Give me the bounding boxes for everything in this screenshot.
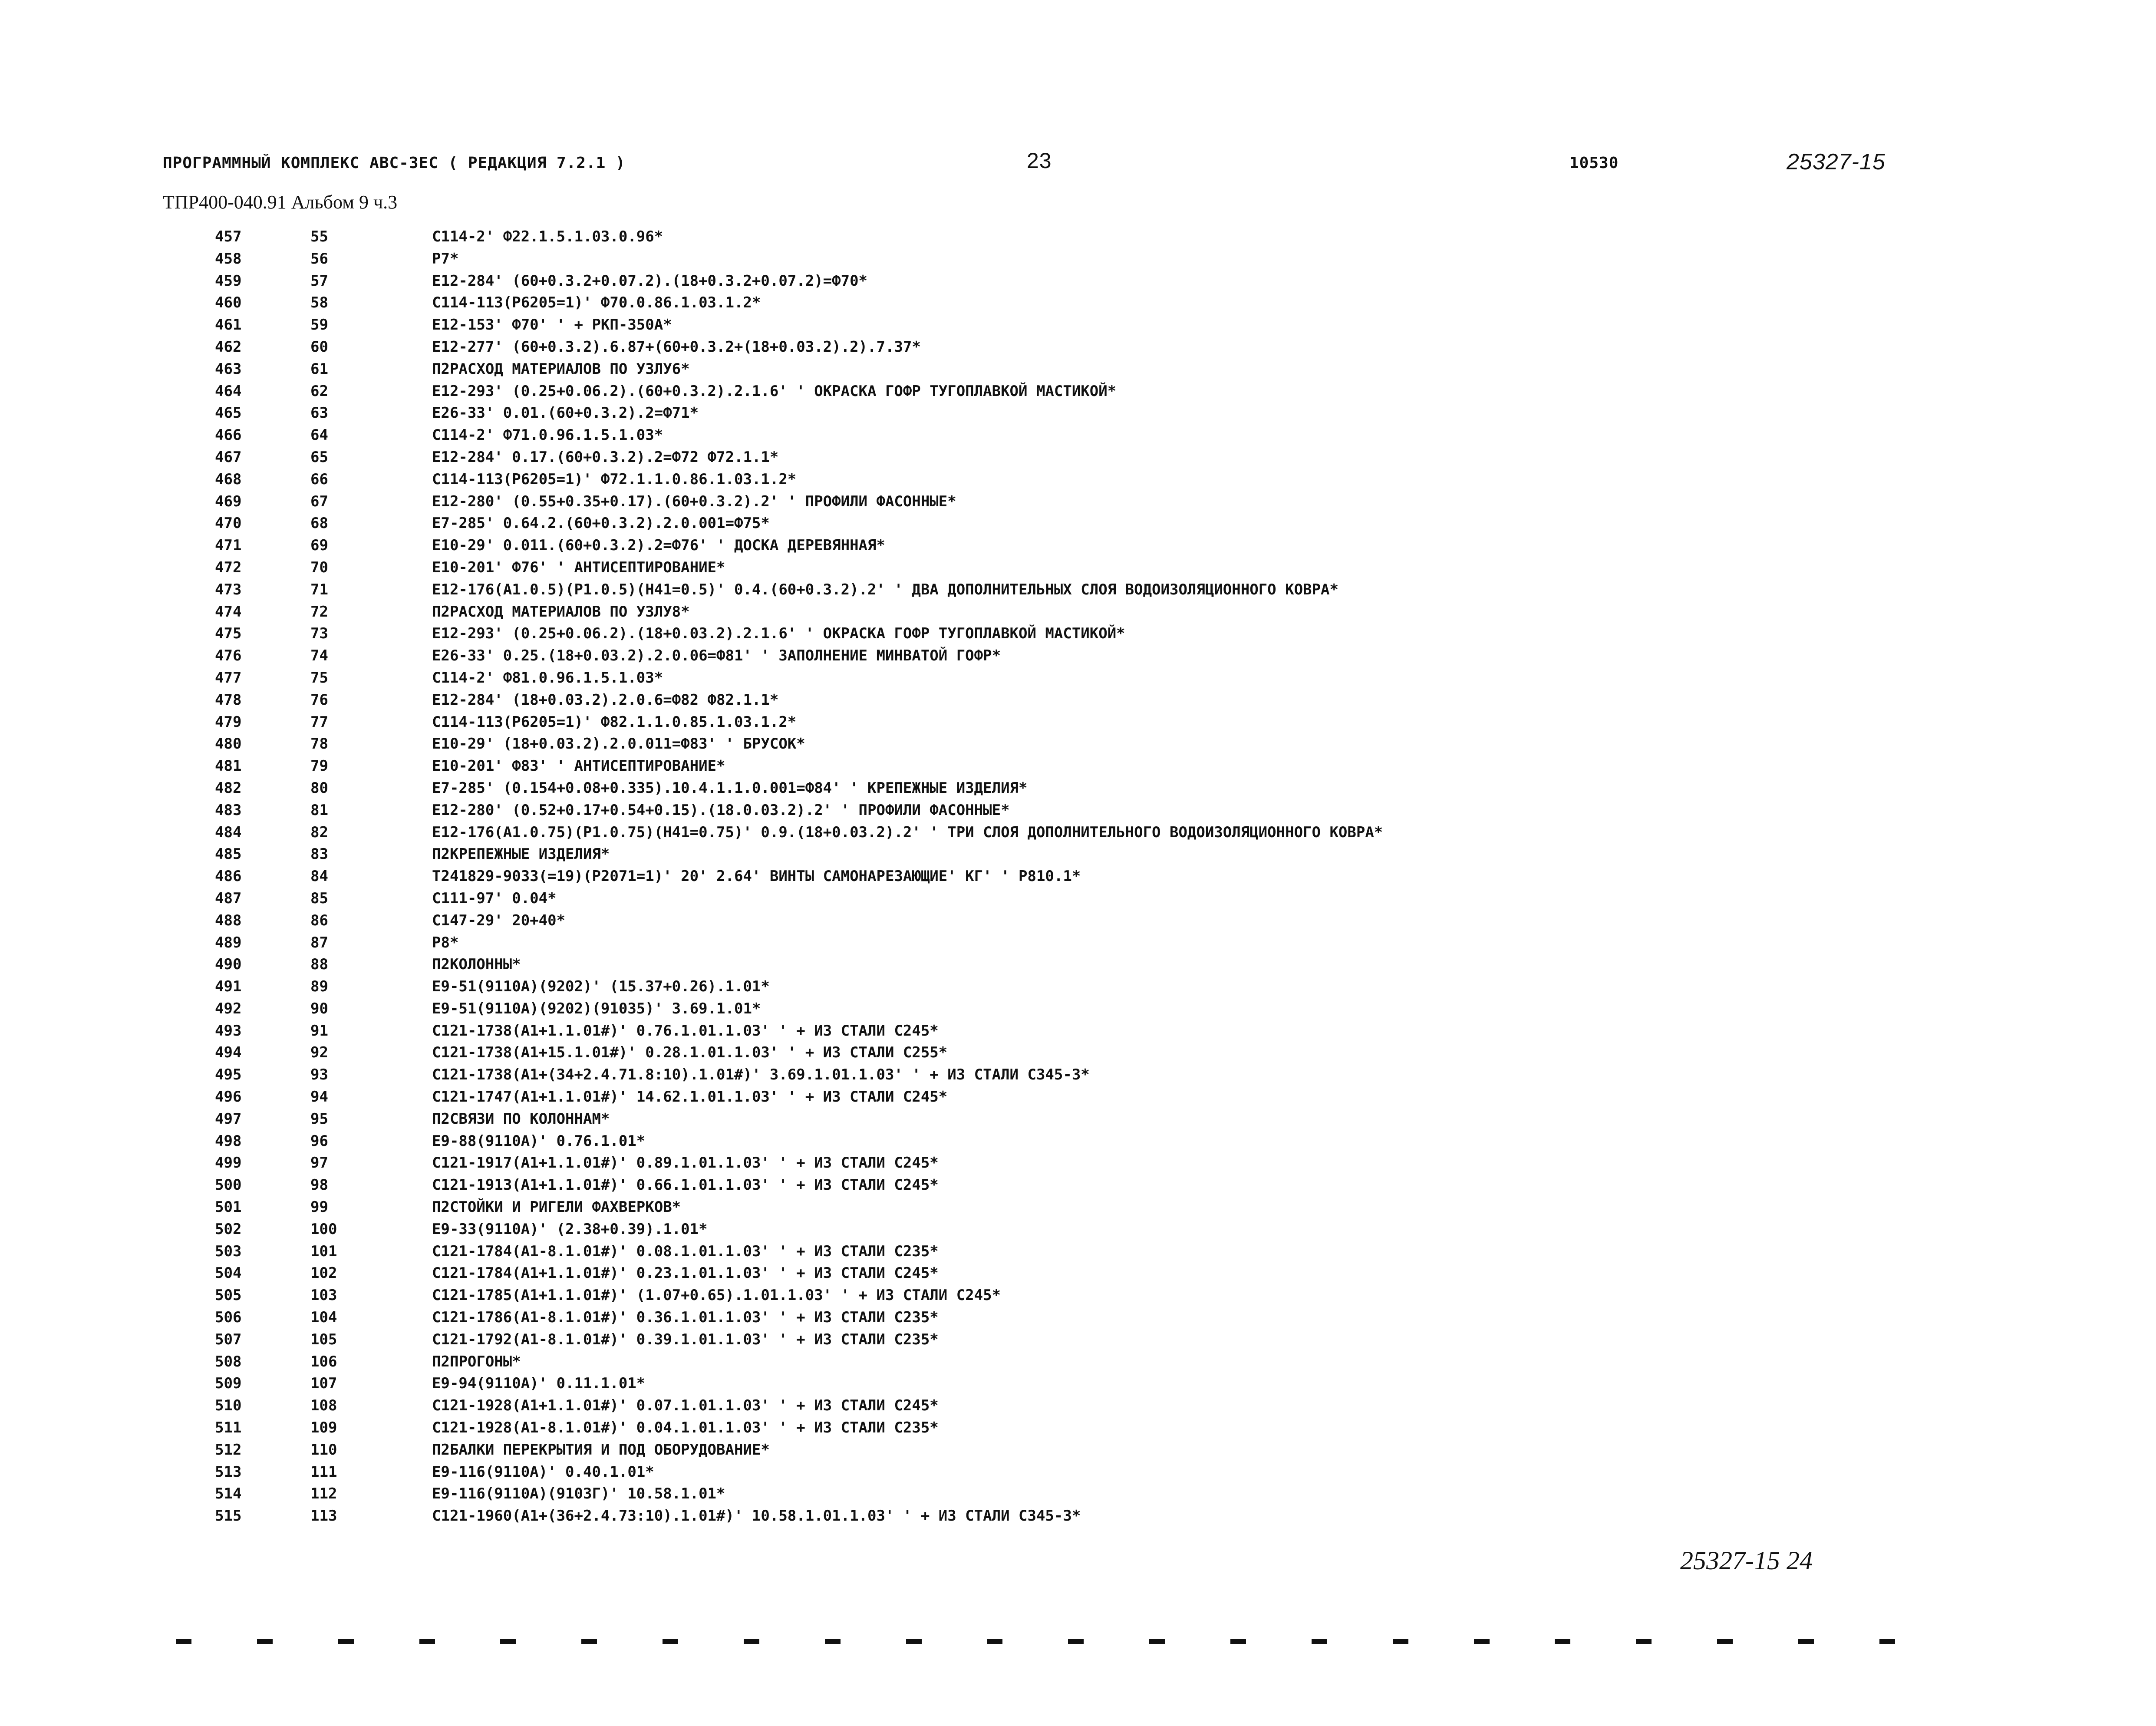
statement-text: С121-1928(А1+1.1.01#)' 0.07.1.01.1.03' ' + ИЗ СТАЛИ С245* bbox=[432, 1397, 939, 1415]
line-number: 477 bbox=[215, 669, 242, 686]
line-number: 507 bbox=[215, 1330, 242, 1348]
statement-number: 84 bbox=[310, 868, 328, 885]
line-number: 478 bbox=[215, 691, 242, 709]
statement-number: 104 bbox=[310, 1309, 337, 1327]
line-number: 490 bbox=[215, 956, 242, 974]
statement-number: 99 bbox=[310, 1198, 328, 1216]
dash-mark bbox=[1230, 1639, 1246, 1644]
line-number: 476 bbox=[215, 647, 242, 665]
statement-text: Е9-51(9110А)(9202)(91035)' 3.69.1.01* bbox=[432, 1000, 761, 1017]
statement-number: 101 bbox=[310, 1242, 337, 1260]
statement-number: 110 bbox=[310, 1441, 337, 1459]
dash-mark bbox=[1312, 1639, 1327, 1644]
statement-number: 76 bbox=[310, 691, 328, 709]
statement-text: С147-29' 20+40* bbox=[432, 911, 566, 929]
statement-text: С114-113(Р6205=1)' Ф82.1.1.0.85.1.03.1.2* bbox=[432, 713, 797, 731]
statement-text: С121-1913(А1+1.1.01#)' 0.66.1.01.1.03' ' + ИЗ СТАЛИ С245* bbox=[432, 1176, 939, 1194]
line-number: 475 bbox=[215, 625, 242, 643]
statement-text: С121-1747(А1+1.1.01#)' 14.62.1.01.1.03' ' + ИЗ СТАЛИ С245* bbox=[432, 1088, 948, 1106]
statement-text: С121-1786(А1-8.1.01#)' 0.36.1.01.1.03' ' + ИЗ СТАЛИ С235* bbox=[432, 1309, 939, 1327]
dash-mark bbox=[581, 1639, 597, 1644]
statement-text: П2ПРОГОНЫ* bbox=[432, 1353, 521, 1370]
line-number: 505 bbox=[215, 1287, 242, 1304]
statement-number: 55 bbox=[310, 228, 328, 245]
statement-number: 68 bbox=[310, 515, 328, 532]
page-header bbox=[163, 149, 1899, 180]
line-number: 484 bbox=[215, 823, 242, 841]
line-number: 488 bbox=[215, 911, 242, 929]
statement-text: С121-1960(А1+(36+2.4.73:10).1.01#)' 10.58.1.01.1.03' ' + ИЗ СТАЛИ С345-3* bbox=[432, 1507, 1081, 1525]
statement-text: Е12-293' (0.25+0.06.2).(18+0.03.2).2.1.6' ' ОКРАСКА ГОФР ТУГОПЛАВКОЙ МАСТИКОЙ* bbox=[432, 625, 1125, 643]
dash-mark bbox=[663, 1639, 678, 1644]
statement-text: Е9-116(9110А)' 0.40.1.01* bbox=[432, 1463, 654, 1481]
line-number: 506 bbox=[215, 1309, 242, 1327]
line-number: 502 bbox=[215, 1220, 242, 1238]
line-number: 462 bbox=[215, 338, 242, 356]
statement-text: Р8* bbox=[432, 934, 459, 951]
statement-text: Р7* bbox=[432, 250, 459, 267]
statement-number: 78 bbox=[310, 735, 328, 753]
statement-number: 105 bbox=[310, 1330, 337, 1348]
statement-number: 90 bbox=[310, 1000, 328, 1017]
line-number: 504 bbox=[215, 1264, 242, 1282]
statement-number: 111 bbox=[310, 1463, 337, 1481]
statement-text: Т241829-9033(=19)(Р2071=1)' 20' 2.64' ВИНТЫ САМОНАРЕЗАЮЩИЕ' КГ' ' Р810.1* bbox=[432, 868, 1081, 885]
line-number: 508 bbox=[215, 1353, 242, 1370]
statement-number: 103 bbox=[310, 1287, 337, 1304]
line-number: 511 bbox=[215, 1419, 242, 1437]
statement-number: 97 bbox=[310, 1154, 328, 1172]
statement-number: 69 bbox=[310, 537, 328, 554]
statement-text: С121-1917(А1+1.1.01#)' 0.89.1.01.1.03' ' + ИЗ СТАЛИ С245* bbox=[432, 1154, 939, 1172]
statement-text: С121-1784(А1+1.1.01#)' 0.23.1.01.1.03' ' + ИЗ СТАЛИ С245* bbox=[432, 1264, 939, 1282]
statement-text: Е26-33' 0.25.(18+0.03.2).2.0.06=Ф81' ' ЗАПОЛНЕНИЕ МИНВАТОЙ ГОФР* bbox=[432, 647, 1001, 665]
document-number: 10530 bbox=[1569, 154, 1619, 172]
album-label: ТПР400-040.91 Альбом 9 ч.3 bbox=[163, 191, 398, 213]
statement-text: Е7-285' (0.154+0.08+0.335).10.4.1.1.0.001=Ф84' ' КРЕПЕЖНЫЕ ИЗДЕЛИЯ* bbox=[432, 779, 1028, 797]
line-number: 492 bbox=[215, 1000, 242, 1017]
dash-mark bbox=[500, 1639, 516, 1644]
statement-number: 85 bbox=[310, 889, 328, 907]
line-number: 494 bbox=[215, 1044, 242, 1062]
statement-number: 79 bbox=[310, 757, 328, 775]
line-number: 510 bbox=[215, 1397, 242, 1415]
line-number: 496 bbox=[215, 1088, 242, 1106]
statement-text: С114-2' Ф71.0.96.1.5.1.03* bbox=[432, 426, 663, 444]
statement-text: Е12-153' Ф70' ' + РКП-350А* bbox=[432, 316, 672, 334]
statement-number: 112 bbox=[310, 1485, 337, 1503]
line-number: 459 bbox=[215, 272, 242, 290]
statement-number: 108 bbox=[310, 1397, 337, 1415]
dash-mark bbox=[1474, 1639, 1490, 1644]
statement-number: 62 bbox=[310, 382, 328, 400]
dash-mark bbox=[1068, 1639, 1084, 1644]
project-code: 25327-15 bbox=[1787, 149, 1886, 175]
line-number: 474 bbox=[215, 603, 242, 620]
line-number: 466 bbox=[215, 426, 242, 444]
statement-text: Е12-176(А1.0.75)(Р1.0.75)(Н41=0.75)' 0.9.(18+0.03.2).2' ' ТРИ СЛОЯ ДОПОЛНИТЕЛЬНОГО ВОДОИЗОЛЯЦИОННОГО КОВРА* bbox=[432, 823, 1383, 841]
line-number: 464 bbox=[215, 382, 242, 400]
dash-mark bbox=[1555, 1639, 1570, 1644]
statement-text: С114-113(Р6205=1)' Ф70.0.86.1.03.1.2* bbox=[432, 294, 761, 312]
footer-code: 25327-15 24 bbox=[1680, 1546, 1813, 1575]
statement-number: 58 bbox=[310, 294, 328, 312]
line-number: 498 bbox=[215, 1132, 242, 1150]
statement-text: С121-1785(А1+1.1.01#)' (1.07+0.65).1.01.1.03' ' + ИЗ СТАЛИ С245* bbox=[432, 1287, 1001, 1304]
line-number: 489 bbox=[215, 934, 242, 951]
statement-number: 59 bbox=[310, 316, 328, 334]
statement-text: Е12-284' (60+0.3.2+0.07.2).(18+0.3.2+0.07.2)=Ф70* bbox=[432, 272, 868, 290]
statement-number: 106 bbox=[310, 1353, 337, 1370]
statement-text: С111-97' 0.04* bbox=[432, 889, 557, 907]
statement-number: 81 bbox=[310, 801, 328, 819]
line-number: 468 bbox=[215, 470, 242, 488]
line-number: 472 bbox=[215, 558, 242, 576]
dash-mark bbox=[744, 1639, 759, 1644]
statement-number: 70 bbox=[310, 558, 328, 576]
dash-mark bbox=[987, 1639, 1002, 1644]
statement-number: 57 bbox=[310, 272, 328, 290]
statement-text: С121-1792(А1-8.1.01#)' 0.39.1.01.1.03' ' + ИЗ СТАЛИ С235* bbox=[432, 1330, 939, 1348]
statement-number: 63 bbox=[310, 404, 328, 422]
statement-text: П2СТОЙКИ И РИГЕЛИ ФАХВЕРКОВ* bbox=[432, 1198, 681, 1216]
statement-number: 73 bbox=[310, 625, 328, 643]
line-number: 457 bbox=[215, 228, 242, 245]
statement-number: 96 bbox=[310, 1132, 328, 1150]
statement-text: П2КРЕПЕЖНЫЕ ИЗДЕЛИЯ* bbox=[432, 845, 610, 863]
statement-number: 72 bbox=[310, 603, 328, 620]
dash-mark bbox=[1717, 1639, 1733, 1644]
line-number: 515 bbox=[215, 1507, 242, 1525]
statement-text: П2СВЯЗИ ПО КОЛОННАМ* bbox=[432, 1110, 610, 1128]
line-number: 486 bbox=[215, 868, 242, 885]
statement-number: 75 bbox=[310, 669, 328, 686]
statement-text: Е10-29' 0.011.(60+0.3.2).2=Ф76' ' ДОСКА ДЕРЕВЯННАЯ* bbox=[432, 537, 885, 554]
statement-number: 94 bbox=[310, 1088, 328, 1106]
dash-mark bbox=[906, 1639, 922, 1644]
line-number: 512 bbox=[215, 1441, 242, 1459]
statement-text: Е9-88(9110А)' 0.76.1.01* bbox=[432, 1132, 646, 1150]
dash-mark bbox=[176, 1639, 191, 1644]
statement-text: П2КОЛОННЫ* bbox=[432, 956, 521, 974]
line-number: 480 bbox=[215, 735, 242, 753]
dash-mark bbox=[338, 1639, 354, 1644]
statement-number: 91 bbox=[310, 1022, 328, 1040]
statement-text: П2РАСХОД МАТЕРИАЛОВ ПО УЗЛУ6* bbox=[432, 360, 690, 378]
statement-text: Е10-201' Ф83' ' АНТИСЕПТИРОВАНИЕ* bbox=[432, 757, 725, 775]
dash-mark bbox=[1636, 1639, 1652, 1644]
line-number: 501 bbox=[215, 1198, 242, 1216]
statement-number: 92 bbox=[310, 1044, 328, 1062]
line-number: 463 bbox=[215, 360, 242, 378]
statement-number: 89 bbox=[310, 978, 328, 996]
statement-number: 95 bbox=[310, 1110, 328, 1128]
line-number: 493 bbox=[215, 1022, 242, 1040]
statement-text: П2БАЛКИ ПЕРЕКРЫТИЯ И ПОД ОБОРУДОВАНИЕ* bbox=[432, 1441, 770, 1459]
statement-text: Е12-284' 0.17.(60+0.3.2).2=Ф72 Ф72.1.1* bbox=[432, 448, 779, 466]
line-number: 473 bbox=[215, 581, 242, 598]
statement-number: 102 bbox=[310, 1264, 337, 1282]
dash-mark bbox=[1798, 1639, 1814, 1644]
line-number: 481 bbox=[215, 757, 242, 775]
line-number: 497 bbox=[215, 1110, 242, 1128]
statement-text: С121-1738(А1+15.1.01#)' 0.28.1.01.1.03' ' + ИЗ СТАЛИ С255* bbox=[432, 1044, 948, 1062]
line-number: 503 bbox=[215, 1242, 242, 1260]
statement-text: Е9-116(9110А)(9103Г)' 10.58.1.01* bbox=[432, 1485, 725, 1503]
statement-text: С114-2' Ф22.1.5.1.03.0.96* bbox=[432, 228, 663, 245]
statement-number: 56 bbox=[310, 250, 328, 267]
statement-text: Е12-280' (0.52+0.17+0.54+0.15).(18.0.03.2).2' ' ПРОФИЛИ ФАСОННЫЕ* bbox=[432, 801, 1010, 819]
statement-text: Е10-29' (18+0.03.2).2.0.011=Ф83' ' БРУСОК* bbox=[432, 735, 805, 753]
statement-number: 88 bbox=[310, 956, 328, 974]
statement-number: 82 bbox=[310, 823, 328, 841]
statement-number: 98 bbox=[310, 1176, 328, 1194]
statement-text: С121-1784(А1-8.1.01#)' 0.08.1.01.1.03' ' + ИЗ СТАЛИ С235* bbox=[432, 1242, 939, 1260]
statement-text: С121-1928(А1-8.1.01#)' 0.04.1.01.1.03' ' + ИЗ СТАЛИ С235* bbox=[432, 1419, 939, 1437]
line-number: 465 bbox=[215, 404, 242, 422]
statement-text: Е7-285' 0.64.2.(60+0.3.2).2.0.001=Ф75* bbox=[432, 515, 770, 532]
statement-number: 64 bbox=[310, 426, 328, 444]
line-number: 482 bbox=[215, 779, 242, 797]
dash-mark bbox=[825, 1639, 841, 1644]
line-number: 471 bbox=[215, 537, 242, 554]
perforation-dashes bbox=[176, 1639, 1895, 1645]
statement-number: 113 bbox=[310, 1507, 337, 1525]
program-title: ПРОГРАММНЫЙ КОМПЛЕКС АВС-3ЕС ( РЕДАКЦИЯ 7.2.1 ) bbox=[163, 154, 626, 172]
line-number: 495 bbox=[215, 1066, 242, 1084]
statement-text: Е9-94(9110А)' 0.11.1.01* bbox=[432, 1375, 646, 1393]
line-number: 460 bbox=[215, 294, 242, 312]
dash-mark bbox=[1393, 1639, 1408, 1644]
statement-text: С121-1738(А1+1.1.01#)' 0.76.1.01.1.03' ' + ИЗ СТАЛИ С245* bbox=[432, 1022, 939, 1040]
statement-number: 83 bbox=[310, 845, 328, 863]
line-number: 479 bbox=[215, 713, 242, 731]
statement-number: 67 bbox=[310, 492, 328, 510]
statement-text: Е26-33' 0.01.(60+0.3.2).2=Ф71* bbox=[432, 404, 699, 422]
line-number: 513 bbox=[215, 1463, 242, 1481]
line-number: 470 bbox=[215, 515, 242, 532]
line-number: 499 bbox=[215, 1154, 242, 1172]
statement-text: Е12-280' (0.55+0.35+0.17).(60+0.3.2).2' ' ПРОФИЛИ ФАСОННЫЕ* bbox=[432, 492, 956, 510]
line-number: 491 bbox=[215, 978, 242, 996]
statement-text: Е12-293' (0.25+0.06.2).(60+0.3.2).2.1.6' ' ОКРАСКА ГОФР ТУГОПЛАВКОЙ МАСТИКОЙ* bbox=[432, 382, 1117, 400]
dash-mark bbox=[419, 1639, 435, 1644]
line-number: 467 bbox=[215, 448, 242, 466]
dash-mark bbox=[257, 1639, 273, 1644]
statement-number: 74 bbox=[310, 647, 328, 665]
statement-number: 93 bbox=[310, 1066, 328, 1084]
statement-number: 66 bbox=[310, 470, 328, 488]
line-number: 483 bbox=[215, 801, 242, 819]
line-number: 461 bbox=[215, 316, 242, 334]
statement-text: Е9-51(9110А)(9202)' (15.37+0.26).1.01* bbox=[432, 978, 770, 996]
statement-number: 87 bbox=[310, 934, 328, 951]
line-number: 514 bbox=[215, 1485, 242, 1503]
statement-text: С114-113(Р6205=1)' Ф72.1.1.0.86.1.03.1.2* bbox=[432, 470, 797, 488]
dash-mark bbox=[1149, 1639, 1165, 1644]
statement-number: 109 bbox=[310, 1419, 337, 1437]
statement-text: Е10-201' Ф76' ' АНТИСЕПТИРОВАНИЕ* bbox=[432, 558, 725, 576]
statement-number: 60 bbox=[310, 338, 328, 356]
line-number: 509 bbox=[215, 1375, 242, 1393]
line-number: 487 bbox=[215, 889, 242, 907]
line-number: 500 bbox=[215, 1176, 242, 1194]
dash-mark bbox=[1879, 1639, 1895, 1644]
statement-number: 107 bbox=[310, 1375, 337, 1393]
statement-text: Е12-277' (60+0.3.2).6.87+(60+0.3.2+(18+0.03.2).2).7.37* bbox=[432, 338, 921, 356]
line-number: 485 bbox=[215, 845, 242, 863]
statement-number: 86 bbox=[310, 911, 328, 929]
statement-number: 71 bbox=[310, 581, 328, 598]
line-number: 469 bbox=[215, 492, 242, 510]
statement-text: П2РАСХОД МАТЕРИАЛОВ ПО УЗЛУ8* bbox=[432, 603, 690, 620]
page-number: 23 bbox=[1027, 149, 1052, 173]
line-number: 458 bbox=[215, 250, 242, 267]
statement-number: 77 bbox=[310, 713, 328, 731]
statement-number: 65 bbox=[310, 448, 328, 466]
statement-number: 80 bbox=[310, 779, 328, 797]
statement-number: 61 bbox=[310, 360, 328, 378]
statement-text: Е12-176(А1.0.5)(Р1.0.5)(Н41=0.5)' 0.4.(60+0.3.2).2' ' ДВА ДОПОЛНИТЕЛЬНЫХ СЛОЯ ВОДОИЗОЛЯЦИОННОГО КОВРА* bbox=[432, 581, 1338, 598]
statement-text: Е9-33(9110А)' (2.38+0.39).1.01* bbox=[432, 1220, 708, 1238]
statement-text: Е12-284' (18+0.03.2).2.0.6=Ф82 Ф82.1.1* bbox=[432, 691, 779, 709]
statement-text: С114-2' Ф81.0.96.1.5.1.03* bbox=[432, 669, 663, 686]
statement-text: С121-1738(А1+(34+2.4.71.8:10).1.01#)' 3.69.1.01.1.03' ' + ИЗ СТАЛИ С345-3* bbox=[432, 1066, 1090, 1084]
statement-number: 100 bbox=[310, 1220, 337, 1238]
